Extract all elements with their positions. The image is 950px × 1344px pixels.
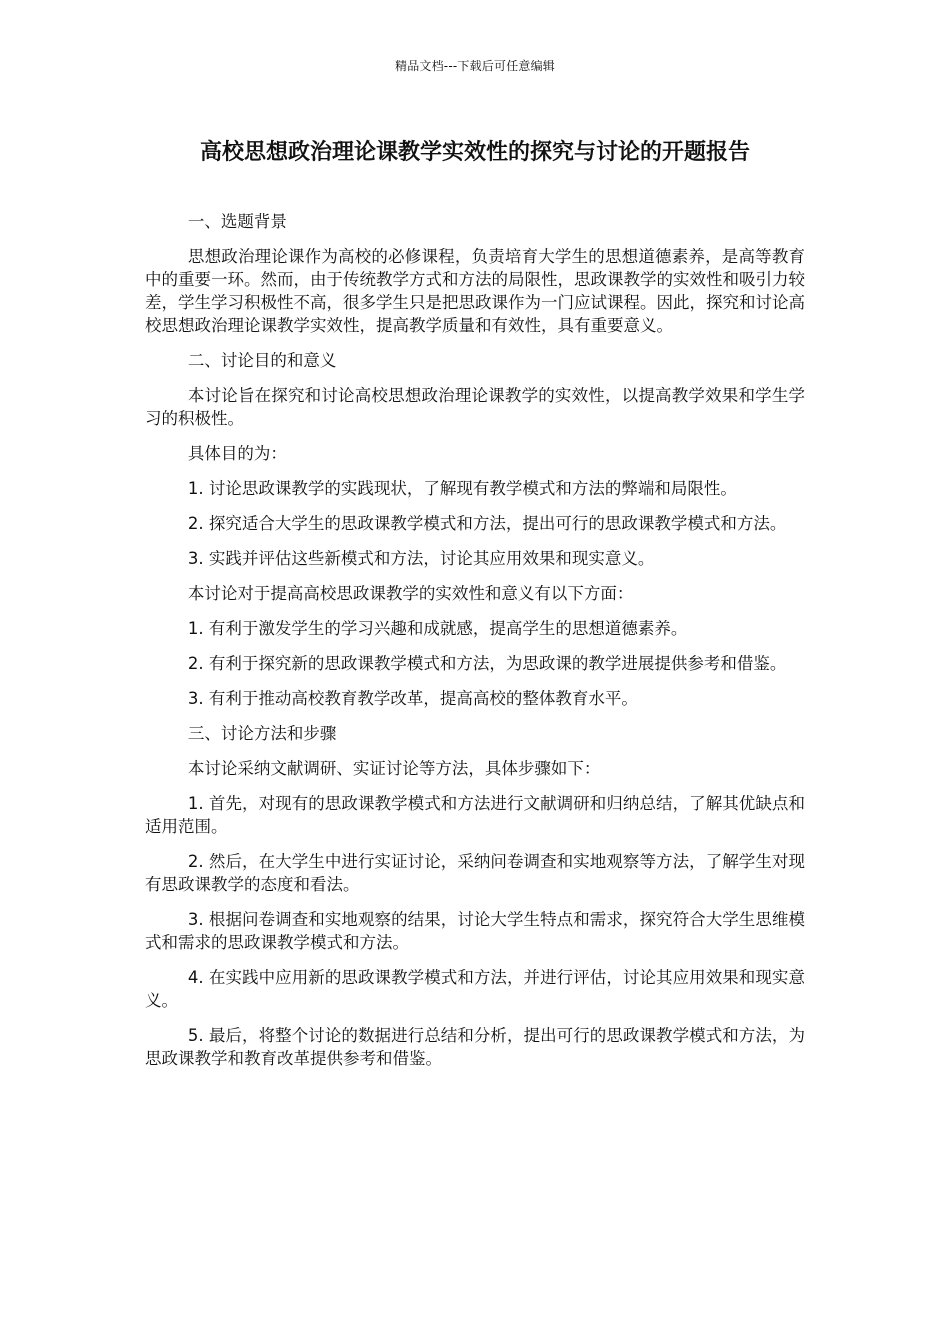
significance-intro: 本讨论对于提高高校思政课教学的实效性和意义有以下方面： bbox=[187, 584, 634, 603]
purpose-paragraph: 本讨论旨在探究和讨论高校思想政治理论课教学的实效性，以提高教学效果和学生学习的积极性。 bbox=[145, 386, 805, 428]
goal-item-1: 1. 讨论思政课教学的实践现状，了解现有教学模式和方法的弊端和局限性。 bbox=[187, 479, 737, 498]
significance-item-2: 2. 有利于探究新的思政课教学模式和方法，为思政课的教学进展提供参考和借鉴。 bbox=[187, 654, 787, 673]
method-step-4: 4. 在实践中应用新的思政课教学模式和方法，并进行评估，讨论其应用效果和现实意义。 bbox=[145, 968, 805, 1010]
section-heading-methods: 三、讨论方法和步骤 bbox=[187, 724, 337, 743]
goal-item-2: 2. 探究适合大学生的思政课教学模式和方法，提出可行的思政课教学模式和方法。 bbox=[187, 514, 787, 533]
method-step-5: 5. 最后，将整个讨论的数据进行总结和分析，提出可行的思政课教学模式和方法，为思政课教学和教育改革提供参考和借鉴。 bbox=[145, 1026, 805, 1068]
method-step-2: 2. 然后，在大学生中进行实证讨论，采纳问卷调查和实地观察等方法，了解学生对现有思政课教学的态度和看法。 bbox=[145, 852, 805, 894]
header-note: 精品文档---下载后可任意编辑 bbox=[395, 59, 555, 73]
significance-item-3: 3. 有利于推动高校教育教学改革，提高高校的整体教育水平。 bbox=[187, 689, 638, 708]
specific-goals-intro: 具体目的为： bbox=[187, 444, 287, 463]
background-paragraph: 思想政治理论课作为高校的必修课程，负责培育大学生的思想道德素养，是高等教育中的重要一环。然而，由于传统教学方式和方法的局限性，思政课教学的实效性和吸引力较差，学生学习积极性不高，很多学生只是把思政课作为一门应试课程。因此，探究和讨论高校思想政治理论课教学实效性，提高教学质量和有效性，具有重要意义。 bbox=[145, 247, 805, 335]
section-heading-background: 一、选题背景 bbox=[187, 212, 287, 231]
methods-intro: 本讨论采纳文献调研、实证讨论等方法，具体步骤如下： bbox=[187, 759, 601, 778]
goal-item-3: 3. 实践并评估这些新模式和方法，讨论其应用效果和现实意义。 bbox=[187, 549, 655, 568]
method-step-1: 1. 首先，对现有的思政课教学模式和方法进行文献调研和归纳总结，了解其优缺点和适用范围。 bbox=[145, 794, 805, 836]
document-title: 高校思想政治理论课教学实效性的探究与讨论的开题报告 bbox=[199, 140, 750, 165]
significance-item-1: 1. 有利于激发学生的学习兴趣和成就感，提高学生的思想道德素养。 bbox=[187, 619, 688, 638]
section-heading-purpose: 二、讨论目的和意义 bbox=[187, 351, 337, 370]
document-body bbox=[145, 210, 805, 1082]
method-step-3: 3. 根据问卷调查和实地观察的结果，讨论大学生特点和需求，探究符合大学生思维模式和需求的思政课教学模式和方法。 bbox=[145, 910, 805, 952]
